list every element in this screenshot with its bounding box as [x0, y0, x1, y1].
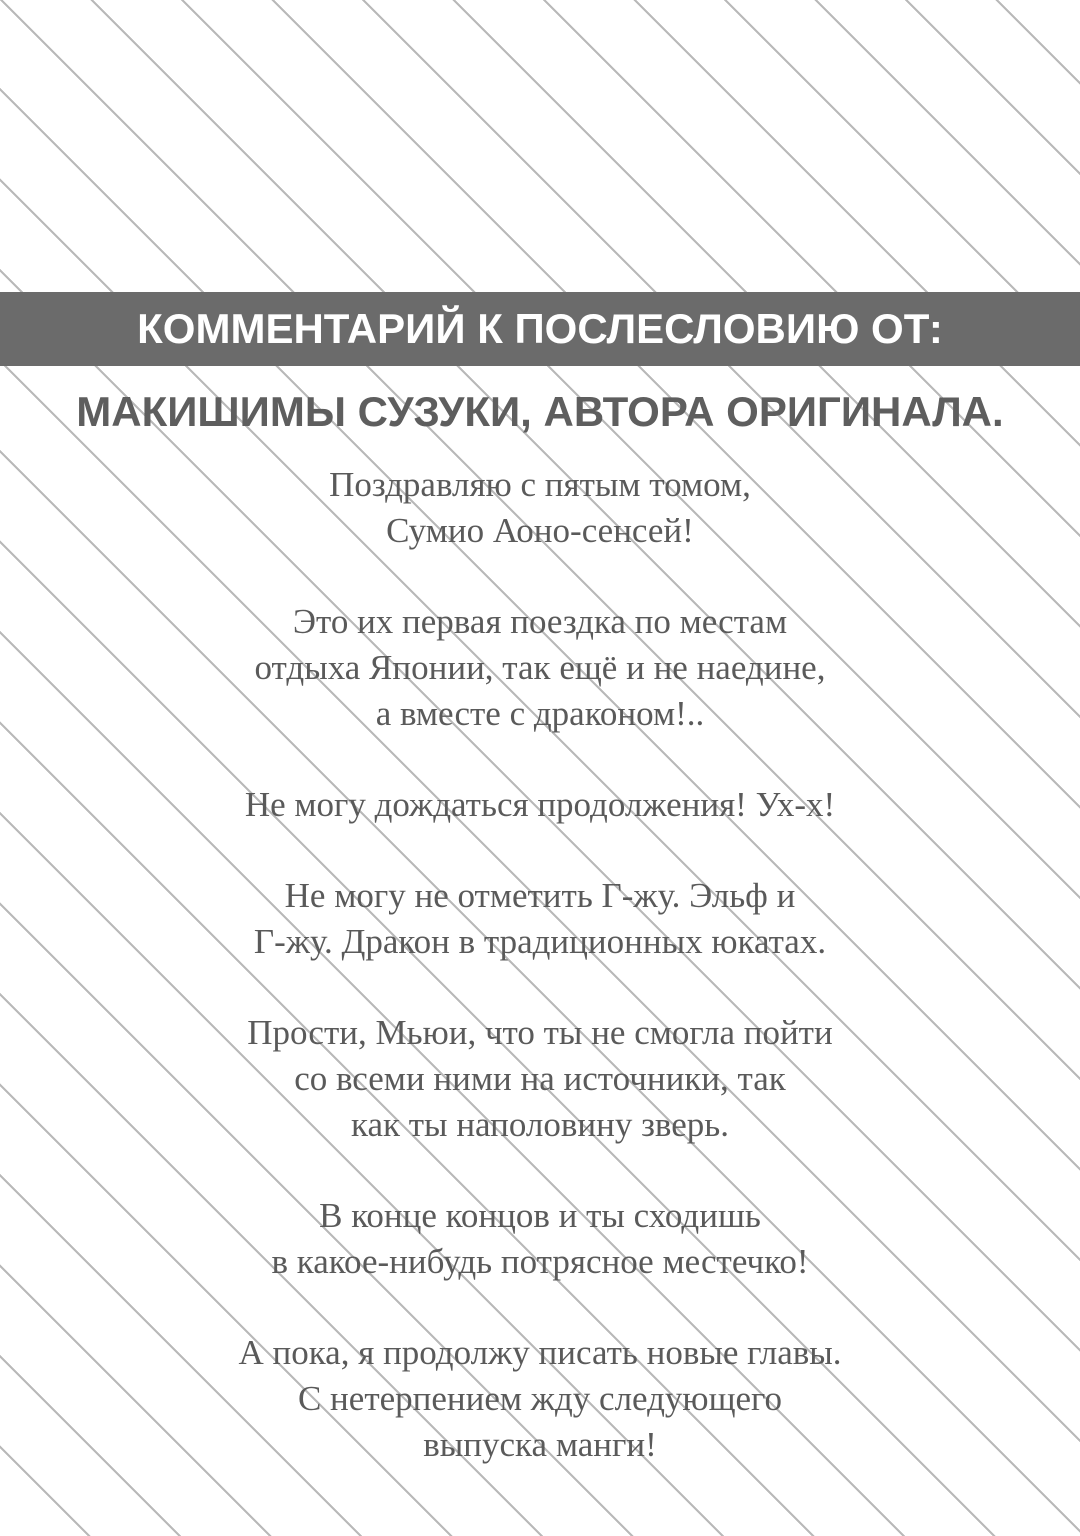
text-line: отдыха Японии, так ещё и не наедине, — [254, 648, 826, 687]
paragraph-place — [40, 1193, 1040, 1285]
author-subtitle: МАКИШИМЫ СУЗУКИ, АВТОРА ОРИГИНАЛА. — [76, 388, 1004, 435]
text-line: Поздравляю с пятым томом, — [329, 465, 751, 504]
paragraph-continuation — [40, 782, 1040, 828]
text-line: в какое-нибудь потрясное местечко! — [271, 1242, 809, 1281]
text-line: В конце концов и ты сходишь — [319, 1196, 761, 1235]
paragraph-congrats — [40, 462, 1040, 554]
paragraph-myui — [40, 1010, 1040, 1148]
text-line: выпуска манги! — [423, 1425, 657, 1464]
comment-body — [40, 462, 1040, 1513]
paragraph-closing — [40, 1330, 1040, 1468]
text-line: со всеми ними на источники, так — [294, 1059, 786, 1098]
text-line: как ты наполовину зверь. — [351, 1105, 729, 1144]
paragraph-trip — [40, 599, 1040, 737]
text-line: С нетерпением жду следующего — [297, 1379, 783, 1418]
banner-title: КОММЕНТАРИЙ К ПОСЛЕСЛОВИЮ ОТ: — [137, 305, 943, 352]
paragraph-yukata — [40, 873, 1040, 965]
text-line: Не могу не отметить Г-жу. Эльф и — [284, 876, 796, 915]
text-line: Сумио Аоно-сенсей! — [386, 511, 694, 550]
text-line: Это их первая поездка по местам — [292, 602, 788, 641]
text-line: а вместе с драконом!.. — [375, 694, 705, 733]
title-banner — [0, 292, 1080, 366]
text-line: А пока, я продолжу писать новые главы. — [238, 1333, 842, 1372]
text-line: Г-жу. Дракон в традиционных юкатах. — [253, 922, 827, 961]
text-line: Не могу дождаться продолжения! Ух-х! — [244, 785, 836, 824]
text-line: Прости, Мьюи, что ты не смогла пойти — [247, 1013, 833, 1052]
